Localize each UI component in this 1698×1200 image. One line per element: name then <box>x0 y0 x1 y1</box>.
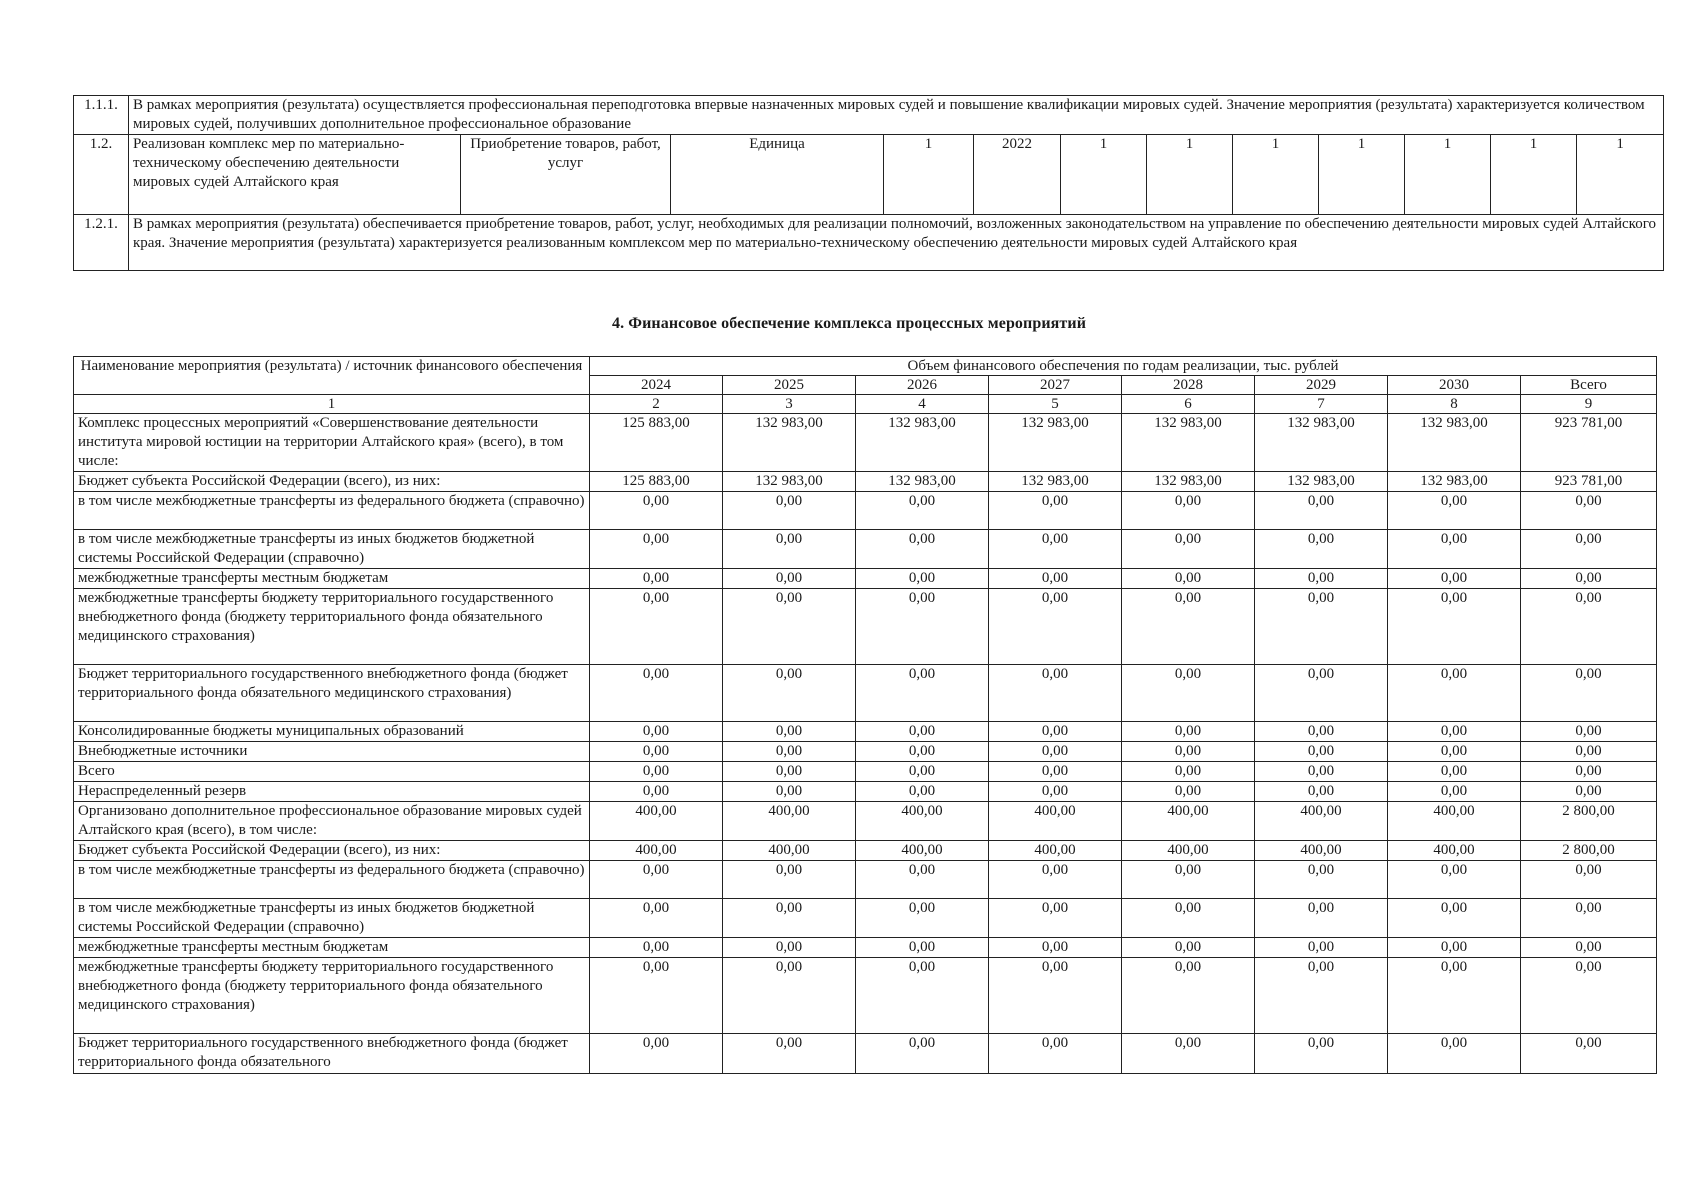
row-value: 0,00 <box>1122 899 1255 938</box>
row-value: 0,00 <box>989 492 1122 530</box>
table-row <box>74 665 1657 722</box>
row-value: 2 800,00 <box>1521 802 1657 841</box>
table-row <box>74 492 1657 530</box>
row-value: 0,00 <box>1122 492 1255 530</box>
row-value: 0,00 <box>1255 722 1388 742</box>
row-value: 400,00 <box>1122 802 1255 841</box>
row-value: 0,00 <box>1388 530 1521 569</box>
row-value: 0,00 <box>856 665 989 722</box>
finance-table <box>73 356 1657 1074</box>
unit-of-measure: Единица <box>671 135 884 215</box>
row-value: 0,00 <box>590 492 723 530</box>
row-value: 0,00 <box>1521 665 1657 722</box>
row-value: 0,00 <box>856 762 989 782</box>
row-value: 0,00 <box>1521 492 1657 530</box>
row-value: 0,00 <box>590 899 723 938</box>
row-value: 0,00 <box>1255 762 1388 782</box>
row-value: 400,00 <box>989 802 1122 841</box>
year-value: 1 <box>1405 135 1491 215</box>
row-value: 0,00 <box>1255 1034 1388 1074</box>
row-value: 0,00 <box>1521 899 1657 938</box>
row-value: 0,00 <box>856 722 989 742</box>
row-name: Бюджет территориального государственного внебюджетного фонда (бюджет территориального фонда обязательного медицинского страхования) <box>74 665 590 722</box>
row-value: 400,00 <box>723 802 856 841</box>
row-value: 0,00 <box>1388 899 1521 938</box>
activity-row-1-2 <box>74 135 1664 215</box>
activities-table <box>73 95 1664 271</box>
row-value: 132 983,00 <box>856 414 989 472</box>
table-row <box>74 861 1657 899</box>
row-value: 0,00 <box>989 958 1122 1034</box>
base-value: 1 <box>884 135 974 215</box>
row-value: 0,00 <box>1122 742 1255 762</box>
row-value: 0,00 <box>989 1034 1122 1074</box>
row-value: 400,00 <box>1255 802 1388 841</box>
row-value: 400,00 <box>856 841 989 861</box>
row-value: 0,00 <box>856 782 989 802</box>
row-name: Организовано дополнительное профессиональное образование мировых судей Алтайского края (всего), в том числе: <box>74 802 590 841</box>
year-header: 2026 <box>856 376 989 395</box>
row-name: в том числе межбюджетные трансферты из иных бюджетов бюджетной системы Российской Федерации (справочно) <box>74 530 590 569</box>
row-value: 0,00 <box>856 1034 989 1074</box>
row-value: 0,00 <box>1122 762 1255 782</box>
row-value: 0,00 <box>590 938 723 958</box>
row-value: 0,00 <box>1388 762 1521 782</box>
year-header: Всего <box>1521 376 1657 395</box>
table-row <box>74 569 1657 589</box>
column-number: 3 <box>723 395 856 414</box>
table-row <box>74 1034 1657 1074</box>
row-name: Всего <box>74 762 590 782</box>
year-value: 1 <box>1319 135 1405 215</box>
table-row <box>74 782 1657 802</box>
row-value: 923 781,00 <box>1521 472 1657 492</box>
row-value: 0,00 <box>590 569 723 589</box>
table-row <box>74 899 1657 938</box>
row-name: Бюджет субъекта Российской Федерации (всего), из них: <box>74 841 590 861</box>
year-header: 2025 <box>723 376 856 395</box>
row-value: 0,00 <box>989 530 1122 569</box>
row-value: 0,00 <box>989 665 1122 722</box>
row-value: 400,00 <box>856 802 989 841</box>
column-number: 9 <box>1521 395 1657 414</box>
row-value: 0,00 <box>590 1034 723 1074</box>
row-value: 400,00 <box>590 802 723 841</box>
row-value: 0,00 <box>723 938 856 958</box>
row-name: Бюджет территориального государственного внебюджетного фонда (бюджет территориального фонда обязательного <box>74 1034 590 1074</box>
row-value: 0,00 <box>1255 569 1388 589</box>
row-value: 0,00 <box>590 742 723 762</box>
row-name: межбюджетные трансферты местным бюджетам <box>74 938 590 958</box>
row-value: 0,00 <box>1388 589 1521 665</box>
row-value: 0,00 <box>590 530 723 569</box>
row-name: межбюджетные трансферты бюджету территориального государственного внебюджетного фонда (бюджету территориального фонда обязательного медицинского страхования) <box>74 958 590 1034</box>
row-value: 0,00 <box>590 782 723 802</box>
row-value: 923 781,00 <box>1521 414 1657 472</box>
row-value: 0,00 <box>1122 958 1255 1034</box>
year-value: 1 <box>1147 135 1233 215</box>
row-value: 2 800,00 <box>1521 841 1657 861</box>
year-header: 2027 <box>989 376 1122 395</box>
row-value: 0,00 <box>723 1034 856 1074</box>
row-value: 132 983,00 <box>1122 472 1255 492</box>
row-value: 132 983,00 <box>989 472 1122 492</box>
row-value: 0,00 <box>1122 782 1255 802</box>
row-number: 1.1.1. <box>74 96 129 135</box>
base-year: 2022 <box>974 135 1061 215</box>
row-value: 0,00 <box>1388 569 1521 589</box>
row-value: 0,00 <box>856 899 989 938</box>
row-name: Комплекс процессных мероприятий «Совершенствование деятельности института мировой юстиции на территории Алтайского края» (всего), в том числе: <box>74 414 590 472</box>
row-value: 132 983,00 <box>723 472 856 492</box>
row-value: 0,00 <box>1521 589 1657 665</box>
column-number: 5 <box>989 395 1122 414</box>
section-title: 4. Финансовое обеспечение комплекса процессных мероприятий <box>611 315 1087 332</box>
row-value: 0,00 <box>1388 742 1521 762</box>
row-value: 0,00 <box>1255 782 1388 802</box>
row-value: 0,00 <box>723 722 856 742</box>
row-value: 0,00 <box>1521 1034 1657 1074</box>
table-row <box>74 589 1657 665</box>
row-value: 0,00 <box>1388 782 1521 802</box>
table-row <box>74 742 1657 762</box>
row-value: 0,00 <box>1255 861 1388 899</box>
row-number: 1.2.1. <box>74 215 129 271</box>
row-value: 0,00 <box>989 861 1122 899</box>
column-number: 4 <box>856 395 989 414</box>
row-value: 0,00 <box>856 742 989 762</box>
row-value: 0,00 <box>1255 958 1388 1034</box>
row-name: в том числе межбюджетные трансферты из федерального бюджета (справочно) <box>74 492 590 530</box>
row-value: 0,00 <box>723 762 856 782</box>
table-row <box>74 472 1657 492</box>
column-header-volume: Объем финансового обеспечения по годам реализации, тыс. рублей <box>590 357 1657 376</box>
row-value: 400,00 <box>1388 802 1521 841</box>
row-value: 0,00 <box>1521 958 1657 1034</box>
row-value: 0,00 <box>989 762 1122 782</box>
row-name: в том числе межбюджетные трансферты из иных бюджетов бюджетной системы Российской Федерации (справочно) <box>74 899 590 938</box>
row-value: 0,00 <box>856 861 989 899</box>
row-value: 0,00 <box>590 762 723 782</box>
row-value: 0,00 <box>1122 861 1255 899</box>
row-value: 0,00 <box>1122 722 1255 742</box>
row-value: 0,00 <box>856 958 989 1034</box>
row-value: 0,00 <box>856 569 989 589</box>
row-value: 0,00 <box>723 958 856 1034</box>
year-value: 1 <box>1233 135 1319 215</box>
column-number: 1 <box>74 395 590 414</box>
row-value: 0,00 <box>590 722 723 742</box>
row-value: 400,00 <box>723 841 856 861</box>
row-value: 0,00 <box>1255 492 1388 530</box>
row-value: 0,00 <box>723 782 856 802</box>
row-name: Консолидированные бюджеты муниципальных образований <box>74 722 590 742</box>
row-value: 0,00 <box>1521 762 1657 782</box>
column-number: 7 <box>1255 395 1388 414</box>
row-value: 132 983,00 <box>1122 414 1255 472</box>
year-header: 2030 <box>1388 376 1521 395</box>
row-value: 125 883,00 <box>590 472 723 492</box>
row-value: 0,00 <box>723 569 856 589</box>
year-header: 2028 <box>1122 376 1255 395</box>
row-value: 400,00 <box>1388 841 1521 861</box>
year-value: 1 <box>1491 135 1577 215</box>
row-value: 132 983,00 <box>1255 472 1388 492</box>
row-value: 0,00 <box>856 530 989 569</box>
row-value: 0,00 <box>723 492 856 530</box>
row-value: 0,00 <box>723 899 856 938</box>
column-number-row <box>74 395 1657 414</box>
year-value: 1 <box>1577 135 1664 215</box>
row-value: 0,00 <box>1388 1034 1521 1074</box>
row-value: 0,00 <box>1521 861 1657 899</box>
activity-row-1-2-1 <box>74 215 1664 271</box>
row-value: 0,00 <box>590 861 723 899</box>
year-header: 2024 <box>590 376 723 395</box>
row-value: 0,00 <box>1521 569 1657 589</box>
row-value: 0,00 <box>1521 530 1657 569</box>
row-value: 0,00 <box>989 569 1122 589</box>
row-value: 132 983,00 <box>723 414 856 472</box>
row-value: 0,00 <box>1521 782 1657 802</box>
finance-table-body <box>74 414 1657 1074</box>
row-value: 0,00 <box>1255 665 1388 722</box>
row-value: 0,00 <box>1122 938 1255 958</box>
row-value: 0,00 <box>1122 569 1255 589</box>
row-name: в том числе межбюджетные трансферты из федерального бюджета (справочно) <box>74 861 590 899</box>
row-value: 0,00 <box>1388 938 1521 958</box>
row-value: 132 983,00 <box>856 472 989 492</box>
row-value: 0,00 <box>1122 589 1255 665</box>
row-value: 0,00 <box>590 589 723 665</box>
row-value: 0,00 <box>1388 958 1521 1034</box>
row-value: 400,00 <box>989 841 1122 861</box>
row-value: 132 983,00 <box>989 414 1122 472</box>
table-row <box>74 802 1657 841</box>
row-value: 0,00 <box>1521 938 1657 958</box>
row-value: 0,00 <box>590 665 723 722</box>
activity-row-1-1-1 <box>74 96 1664 135</box>
table-row <box>74 722 1657 742</box>
column-number: 2 <box>590 395 723 414</box>
activity-description: В рамках мероприятия (результата) осуществляется профессиональная переподготовка впервые назначенных мировых судей и повышение квалификации мировых судей. Значение мероприятия (результата) характеризуется количеством мировых судей, получивших дополнительное профессиональное образование <box>129 96 1664 135</box>
row-value: 0,00 <box>1255 589 1388 665</box>
row-name: межбюджетные трансферты местным бюджетам <box>74 569 590 589</box>
row-value: 0,00 <box>856 938 989 958</box>
row-value: 132 983,00 <box>1388 472 1521 492</box>
row-value: 0,00 <box>989 589 1122 665</box>
row-name: Бюджет субъекта Российской Федерации (всего), из них: <box>74 472 590 492</box>
row-name: межбюджетные трансферты бюджету территориального государственного внебюджетного фонда (бюджету территориального фонда обязательного медицинского страхования) <box>74 589 590 665</box>
row-value: 0,00 <box>1122 1034 1255 1074</box>
row-value: 0,00 <box>989 899 1122 938</box>
column-header-name: Наименование мероприятия (результата) / источник финансового обеспечения <box>74 357 590 395</box>
row-value: 0,00 <box>1122 530 1255 569</box>
column-number: 8 <box>1388 395 1521 414</box>
row-value: 0,00 <box>856 492 989 530</box>
row-number: 1.2. <box>74 135 129 215</box>
row-value: 0,00 <box>1388 722 1521 742</box>
activity-description: В рамках мероприятия (результата) обеспечивается приобретение товаров, работ, услуг, необходимых для реализации полномочий, возложенных законодательством на управление по обеспечению деятельности мировых судей Алтайского края. Значение мероприятия (результата) характеризуется реализованным комплексом мер по материально-техническому обеспечению деятельности мировых судей Алтайского края <box>129 215 1664 271</box>
row-value: 0,00 <box>723 742 856 762</box>
row-value: 0,00 <box>1255 899 1388 938</box>
row-value: 0,00 <box>1521 742 1657 762</box>
table-row <box>74 841 1657 861</box>
table-row <box>74 958 1657 1034</box>
year-header: 2029 <box>1255 376 1388 395</box>
row-value: 0,00 <box>1255 530 1388 569</box>
row-value: 132 983,00 <box>1255 414 1388 472</box>
row-name: Внебюджетные источники <box>74 742 590 762</box>
row-value: 132 983,00 <box>1388 414 1521 472</box>
table-row <box>74 938 1657 958</box>
row-value: 400,00 <box>590 841 723 861</box>
activity-type: Приобретение товаров, работ, услуг <box>461 135 671 215</box>
row-value: 0,00 <box>1388 665 1521 722</box>
row-value: 0,00 <box>1255 938 1388 958</box>
row-value: 0,00 <box>989 742 1122 762</box>
row-name: Нераспределенный резерв <box>74 782 590 802</box>
row-value: 0,00 <box>989 722 1122 742</box>
row-value: 400,00 <box>1122 841 1255 861</box>
row-value: 0,00 <box>989 938 1122 958</box>
row-value: 0,00 <box>1122 665 1255 722</box>
table-row <box>74 762 1657 782</box>
table-row <box>74 530 1657 569</box>
row-value: 0,00 <box>723 589 856 665</box>
header-row <box>74 357 1657 376</box>
row-value: 0,00 <box>1388 492 1521 530</box>
table-row <box>74 414 1657 472</box>
row-value: 0,00 <box>723 665 856 722</box>
year-value: 1 <box>1061 135 1147 215</box>
row-value: 0,00 <box>1388 861 1521 899</box>
row-value: 0,00 <box>723 530 856 569</box>
activity-name: Реализован комплекс мер по материально-техническому обеспечению деятельности мировых судей Алтайского края <box>129 135 461 215</box>
row-value: 0,00 <box>590 958 723 1034</box>
column-number: 6 <box>1122 395 1255 414</box>
row-value: 400,00 <box>1255 841 1388 861</box>
row-value: 0,00 <box>1255 742 1388 762</box>
row-value: 0,00 <box>989 782 1122 802</box>
row-value: 0,00 <box>856 589 989 665</box>
row-value: 0,00 <box>1521 722 1657 742</box>
row-value: 125 883,00 <box>590 414 723 472</box>
row-value: 0,00 <box>723 861 856 899</box>
